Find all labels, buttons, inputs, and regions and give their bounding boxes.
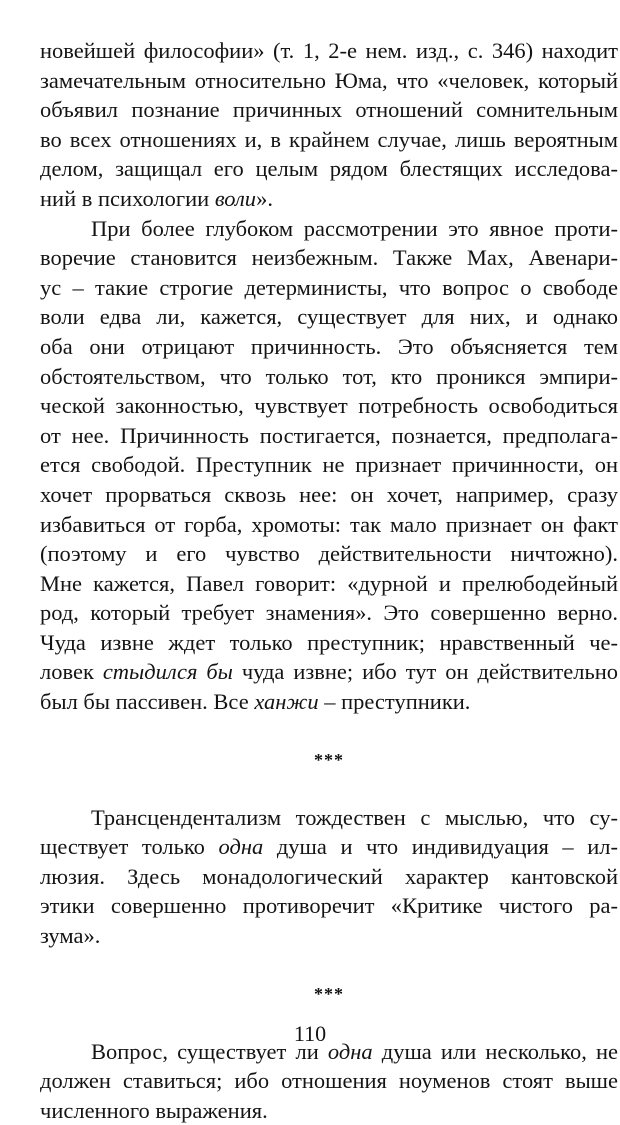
text-run: Трансцендентализм тождествен с мыслью, что су- bbox=[91, 804, 618, 830]
text-line: избавиться от горба, хромоты: так мало признает он факт bbox=[40, 511, 618, 537]
paragraph-4 bbox=[40, 1037, 620, 1125]
text-line: должен ставиться; ибо отношения ноуменов стоят выше bbox=[40, 1068, 618, 1094]
emphasis: воли bbox=[214, 185, 257, 211]
text-run: ществует только bbox=[40, 834, 219, 860]
text-line: делом, защищал его целым рядом блестящих исследова- bbox=[40, 156, 618, 182]
paragraph-2 bbox=[40, 214, 620, 717]
text-line: ческой законностью, чувствует потребность освободиться bbox=[40, 393, 618, 419]
text-line bbox=[40, 184, 618, 214]
text-line: ус – такие строгие детерминисты, что вопрос о свободе bbox=[40, 274, 618, 300]
text-line: от нее. Причинность постигается, познается, предполага- bbox=[40, 422, 618, 448]
text-line: Мне кажется, Павел говорит: «дурной и прелюбодейный bbox=[40, 570, 618, 596]
text-line: (поэтому и его чувство действительности ничтожно). bbox=[40, 541, 618, 567]
spacer bbox=[40, 717, 620, 747]
text-line: новейшей философии» (т. 1, 2-е нем. изд., с. 346) находит bbox=[40, 38, 618, 63]
paragraph-3 bbox=[40, 803, 620, 951]
section-separator: *** bbox=[314, 983, 344, 1004]
emphasis: одна bbox=[218, 834, 264, 860]
text-line bbox=[40, 803, 618, 833]
text-line: ется свободой. Преступник не признает причинности, он bbox=[40, 452, 618, 478]
text-line: численного выражения. bbox=[40, 1097, 268, 1123]
text-run: ловек bbox=[40, 659, 103, 685]
text-line bbox=[40, 687, 618, 717]
text-line: оба они отрицают причинность. Это объясняется тем bbox=[40, 333, 618, 359]
spacer bbox=[40, 951, 620, 981]
text-run: Вопрос, существует ли bbox=[91, 1038, 328, 1064]
text-line: во всех отношениях и, в крайнем случае, лишь вероятным bbox=[40, 126, 618, 152]
text-line bbox=[40, 832, 618, 862]
text-line: При более глубоком рассмотрении это явное проти- bbox=[91, 215, 618, 241]
text-line: этики совершенно противоречит «Критике чистого ра- bbox=[40, 893, 618, 919]
text-run: душа или несколько, не bbox=[372, 1038, 618, 1064]
text-line: воли едва ли, кажется, существует для них, и однако bbox=[40, 304, 618, 330]
section-separator: *** bbox=[314, 749, 344, 770]
emphasis: ханжи bbox=[254, 689, 319, 715]
text-line: воречие становится неизбежным. Также Мах, Авенари- bbox=[40, 245, 618, 271]
text-line: люзия. Здесь монадологический характер кантовской bbox=[40, 863, 618, 889]
text-line: замечательным относительно Юма, что «человек, который bbox=[40, 67, 618, 93]
emphasis: стыдился бы bbox=[102, 659, 233, 685]
text-run: – преступники. bbox=[318, 689, 471, 715]
paragraph-1 bbox=[40, 36, 620, 214]
text-line: род, который требует знамения». Это совершенно верно. bbox=[40, 600, 618, 626]
text-line: Чуда извне ждет только преступник; нравственный че- bbox=[40, 629, 618, 655]
text-line: объявил познание причинных отношений сомнительным bbox=[40, 97, 618, 123]
emphasis: одна bbox=[327, 1038, 373, 1064]
text-line: обстоятельством, что только тот, кто проникся эмпири- bbox=[40, 363, 618, 389]
text-run: ний в психологии bbox=[40, 185, 215, 211]
page-body bbox=[40, 36, 620, 1125]
text-line bbox=[40, 657, 618, 687]
text-line: хочет прорваться сквозь нее: он хочет, например, сразу bbox=[40, 481, 618, 507]
text-run: ». bbox=[256, 185, 273, 211]
text-line: зума». bbox=[40, 923, 101, 949]
page-number: 110 bbox=[293, 1021, 327, 1046]
text-run: душа и что индивидуация – ил- bbox=[263, 834, 618, 860]
spacer bbox=[40, 773, 620, 803]
text-run: был бы пассивен. Все bbox=[40, 689, 255, 715]
text-run: чуда извне; ибо тут он действительно bbox=[232, 659, 618, 685]
